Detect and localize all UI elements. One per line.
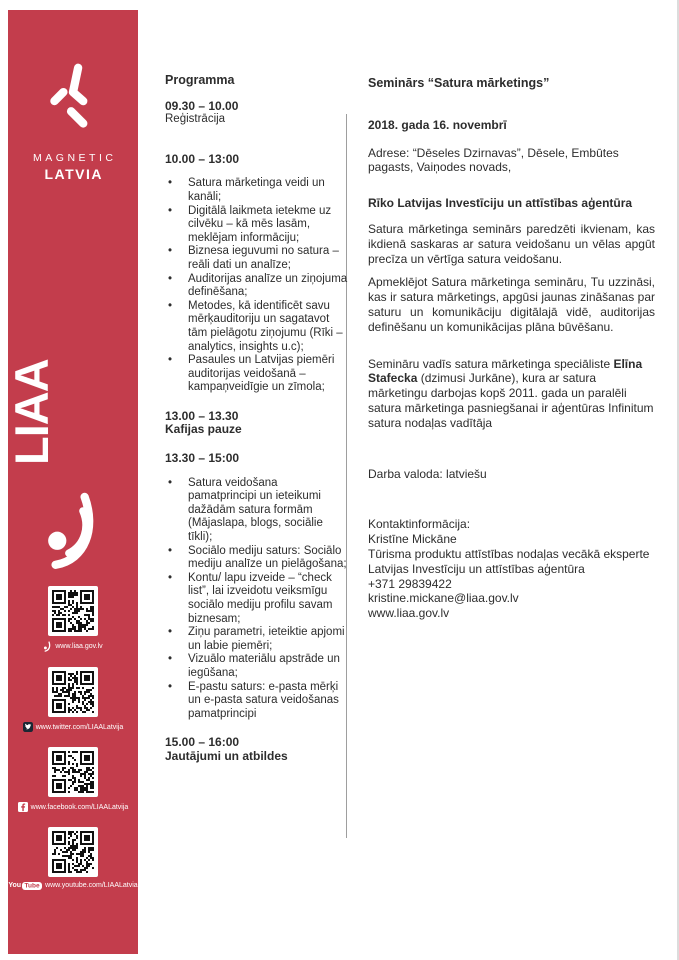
session-item: • E-pastu saturs: e-pasta mērķi un e-pasta satura veidošanas pamatprincipi bbox=[165, 681, 349, 722]
session-item: • Satura mārketinga veidi un kanāli; bbox=[165, 177, 349, 204]
program-session bbox=[165, 153, 349, 395]
session-item: • Ziņu parametri, ieteiktie apjomi un labie piemēri; bbox=[165, 626, 349, 653]
qr-code bbox=[48, 586, 98, 636]
seminar-address: Adrese: “Dēseles Dzirnavas”, Dēsele, Embūtes pagasts, Vaiņodes novads, bbox=[368, 145, 619, 175]
liaa-icon bbox=[43, 641, 52, 652]
lecturer-name: Elīna Stafecka bbox=[368, 356, 643, 386]
brand-sidebar bbox=[5, 10, 138, 954]
magnetic-bolt-icon bbox=[41, 62, 105, 144]
lecturer-paragraph bbox=[368, 357, 655, 431]
session-time: 10.00 – 13:00 bbox=[165, 151, 240, 166]
qr-label-text: www.facebook.com/LIAALatvija bbox=[30, 803, 129, 811]
twitter-icon bbox=[23, 722, 33, 732]
qr-code bbox=[48, 827, 98, 877]
seminar-title: Seminārs “Satura mārketings” bbox=[368, 76, 550, 90]
session-item: • Metodes, kā identificēt savu mērķauditoriju un sagatavot tām pielāgotu ziņojumu (Rīki – analytics, insights u.c); bbox=[165, 300, 349, 354]
contact-url[interactable]: www.liaa.gov.lv bbox=[368, 606, 450, 621]
benefits-paragraph: Apmeklējot Satura mārketinga semināru, Tu uzzināsi, kas ir satura mārketings, apgūsi jaunas zināšanas par saturu un komunikāciju digitālajā vidē, auditorijas definēšanu un komunikācijas plāna būvēšanu. bbox=[368, 275, 655, 334]
qr-label-text: www.twitter.com/LIAALatvija bbox=[35, 723, 124, 731]
program-session bbox=[165, 736, 349, 763]
intro-paragraph: Satura mārketinga seminārs paredzēti ikvienam, kas ikdienā saskaras ar satura veidošanu un vēlas apgūt precīza un vērtīga satura veidošanu. bbox=[368, 221, 655, 266]
lecturer-text-prefix: Semināru vadīs satura mārketinga speciāliste bbox=[368, 356, 614, 371]
facebook-icon bbox=[18, 802, 28, 812]
qr-label bbox=[8, 882, 138, 889]
qr-block bbox=[8, 667, 138, 732]
program-session bbox=[165, 100, 349, 127]
youtube-icon: You Tube bbox=[8, 882, 42, 889]
language-line: Darba valoda: latviešu bbox=[368, 466, 487, 481]
session-time: 13.00 – 13.30 bbox=[165, 408, 239, 423]
session-title: Kafijas pauze bbox=[165, 422, 242, 437]
contact-email[interactable]: kristine.mickane@liaa.gov.lv bbox=[368, 591, 519, 606]
contact-line: Latvijas Investīciju un attīstības aģentūra bbox=[368, 561, 585, 576]
program-title: Programma bbox=[165, 73, 235, 87]
qr-label bbox=[8, 722, 138, 732]
latvia-wordmark: LATVIA bbox=[44, 166, 103, 182]
session-item: • Digitālā laikmeta ietekme uz cilvēku – kā mēs lasām, meklējam informāciju; bbox=[165, 205, 349, 246]
program-column bbox=[165, 74, 349, 779]
program-session bbox=[165, 410, 349, 437]
session-item: • Biznesa ieguvumi no satura – reāli dati un analīze; bbox=[165, 245, 349, 272]
session-item: • Pasaules un Latvijas piemēri auditorijas veidošanā – kampaņveidīgie un zīmola; bbox=[165, 354, 349, 395]
contact-block bbox=[368, 517, 655, 621]
session-time: 13.30 – 15:00 bbox=[165, 451, 240, 466]
session-item: • Satura veidošana pamatprincipi un ieteikumi dažādām satura formām (Mājaslapa, blogs, sociālie tīkli); bbox=[165, 477, 349, 545]
qr-label-text: www.youtube.com/LIAALatvia bbox=[45, 882, 138, 889]
session-item-list bbox=[165, 177, 349, 395]
program-session bbox=[165, 452, 349, 721]
program-sessions bbox=[165, 100, 349, 764]
magnetic-latvia-logo bbox=[8, 62, 138, 182]
session-title: Jautājumi un atbildes bbox=[165, 748, 288, 763]
contact-line: Tūrisma produktu attīstības nodaļas vecākā eksperte bbox=[368, 546, 650, 561]
session-item: • Vizuālo materiālu apstrāde un iegūšana; bbox=[165, 653, 349, 680]
contact-heading: Kontaktinformācija: bbox=[368, 517, 471, 532]
qr-code-list bbox=[8, 586, 138, 904]
qr-block bbox=[8, 586, 138, 652]
session-time: 15.00 – 16:00 bbox=[165, 735, 240, 750]
session-item: • Kontu/ lapu izveide – “check list”, lai izveidotu veiksmīgu sociālo mediju profilu savam biznesam; bbox=[165, 572, 349, 626]
liaa-wordmark: LIAA bbox=[5, 359, 58, 465]
lecturer-text-suffix: (dzimusi Jurkāne), kura ar satura mārketingu darbojas kopš 2011. gada un paralēli satura mārketinga pasniegšanai ir aģentūras Infinitum satura nodaļas vadītāja bbox=[368, 371, 654, 430]
details-column bbox=[368, 76, 655, 621]
organizer-line: Rīko Latvijas Investīciju un attīstības aģentūra bbox=[368, 196, 633, 211]
qr-label bbox=[8, 802, 138, 812]
qr-code bbox=[48, 747, 98, 797]
contact-line: +371 29839422 bbox=[368, 576, 452, 591]
contact-line: Kristīne Mickāne bbox=[368, 532, 457, 547]
liaa-swoosh-icon bbox=[44, 488, 102, 572]
magnetic-wordmark: MAGNETIC bbox=[33, 152, 117, 164]
qr-block bbox=[8, 827, 138, 889]
session-title: Reģistrācija bbox=[165, 113, 226, 126]
seminar-date: 2018. gada 16. novembrī bbox=[368, 117, 507, 132]
qr-block bbox=[8, 747, 138, 812]
session-time: 09.30 – 10.00 bbox=[165, 98, 239, 113]
session-item-list bbox=[165, 477, 349, 722]
session-item: • Auditorijas analīze un ziņojuma definēšana; bbox=[165, 273, 349, 300]
qr-code bbox=[48, 667, 98, 717]
qr-label bbox=[8, 641, 138, 652]
contact-lines bbox=[368, 532, 655, 621]
qr-label-text: www.liaa.gov.lv bbox=[55, 643, 103, 650]
session-item: • Sociālo mediju saturs: Sociālo mediju analīze un pielāgošana; bbox=[165, 545, 349, 572]
